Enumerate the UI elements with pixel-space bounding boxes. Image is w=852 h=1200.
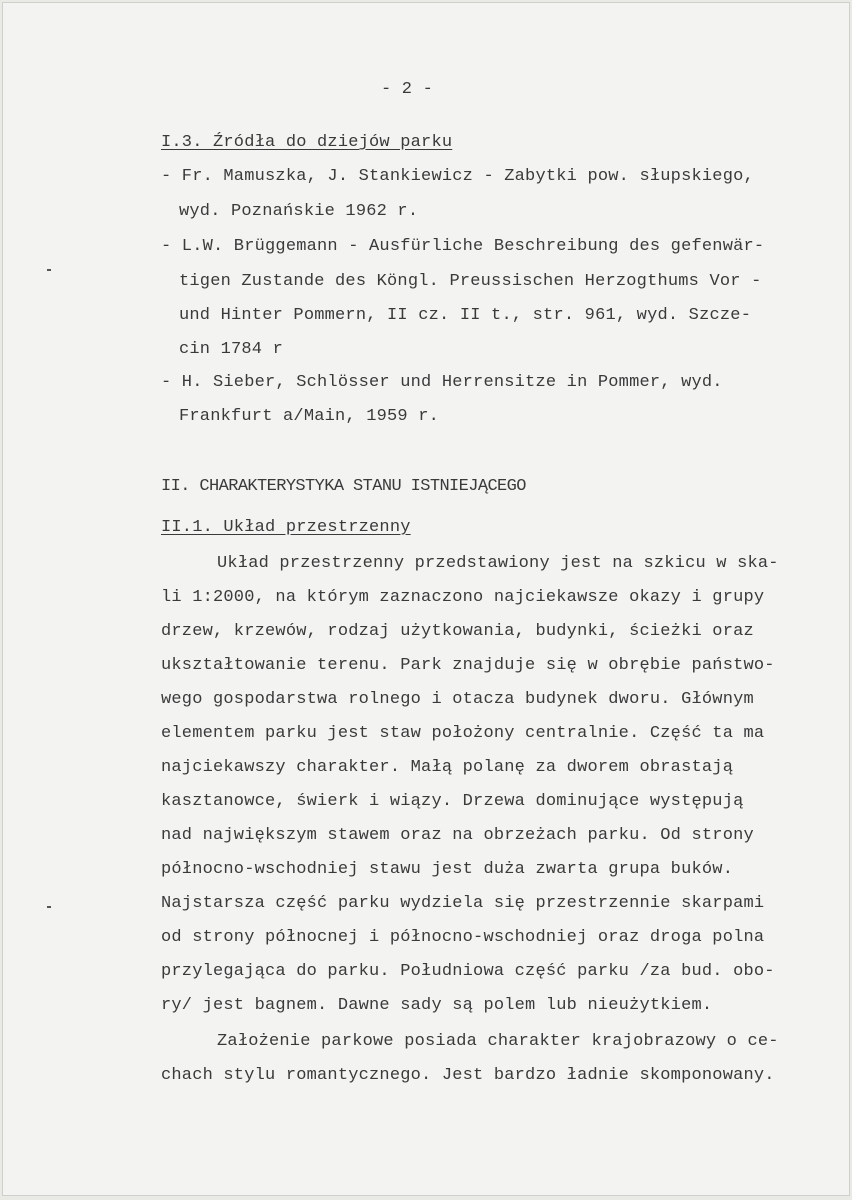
section-heading-sources: I.3. Źródła do dziejów parku — [161, 133, 453, 152]
paragraph-line: od strony północnej i północno-wschodniej oraz droga polna — [161, 928, 765, 947]
source-entry-line: tigen Zustande des Köngl. Preussischen Herzogthums Vor - — [179, 272, 762, 291]
paragraph-line: elementem parku jest staw położony centralnie. Część ta ma — [161, 724, 765, 743]
paragraph-line: najciekawszy charakter. Małą polanę za dworem obrastają — [161, 758, 734, 777]
paragraph-line: li 1:2000, na którym zaznaczono najciekawsze okazy i grupy — [161, 588, 765, 607]
paragraph-line: Założenie parkowe posiada charakter krajobrazowy o ce- — [217, 1032, 779, 1051]
paragraph-line: wego gospodarstwa rolnego i otacza budynek dworu. Głównym — [161, 690, 754, 709]
margin-punch-mark — [47, 269, 51, 271]
subsection-heading-layout: II.1. Układ przestrzenny — [161, 518, 411, 537]
paragraph-line: nad największym stawem oraz na obrzeżach parku. Od strony — [161, 826, 754, 845]
document-page — [2, 2, 850, 1196]
source-entry-line: wyd. Poznańskie 1962 r. — [179, 202, 419, 221]
paragraph-line: przylegająca do parku. Południowa część parku /za bud. obo- — [161, 962, 775, 981]
page-number: - 2 - — [381, 80, 434, 99]
paragraph-line: drzew, krzewów, rodzaj użytkowania, budynki, ścieżki oraz — [161, 622, 754, 641]
section-heading-state: II. CHARAKTERYSTYKA STANU ISTNIEJĄCEGO — [161, 477, 526, 496]
paragraph-line: ukształtowanie terenu. Park znajduje się w obrębie państwo- — [161, 656, 775, 675]
margin-punch-mark — [47, 906, 51, 908]
paragraph-line: Układ przestrzenny przedstawiony jest na szkicu w ska- — [217, 554, 779, 573]
paragraph-line: północno-wschodniej stawu jest duża zwarta grupa buków. — [161, 860, 734, 879]
source-entry-line: cin 1784 r — [179, 340, 284, 359]
paragraph-line: Najstarsza część parku wydziela się przestrzennie skarpami — [161, 894, 765, 913]
source-entry-line: und Hinter Pommern, II cz. II t., str. 961, wyd. Szcze- — [179, 306, 752, 325]
source-entry-line: - H. Sieber, Schlösser und Herrensitze in Pommer, wyd. — [161, 373, 723, 392]
paragraph-line: ry/ jest bagnem. Dawne sady są polem lub nieużytkiem. — [161, 996, 713, 1015]
paragraph-line: kasztanowce, świerk i wiązy. Drzewa dominujące występują — [161, 792, 744, 811]
source-entry-line: - L.W. Brüggemann - Ausfürliche Beschreibung des gefenwär- — [161, 237, 765, 256]
source-entry-line: - Fr. Mamuszka, J. Stankiewicz - Zabytki pow. słupskiego, — [161, 167, 754, 186]
paragraph-line: chach stylu romantycznego. Jest bardzo ładnie skomponowany. — [161, 1066, 775, 1085]
source-entry-line: Frankfurt a/Main, 1959 r. — [179, 407, 440, 426]
